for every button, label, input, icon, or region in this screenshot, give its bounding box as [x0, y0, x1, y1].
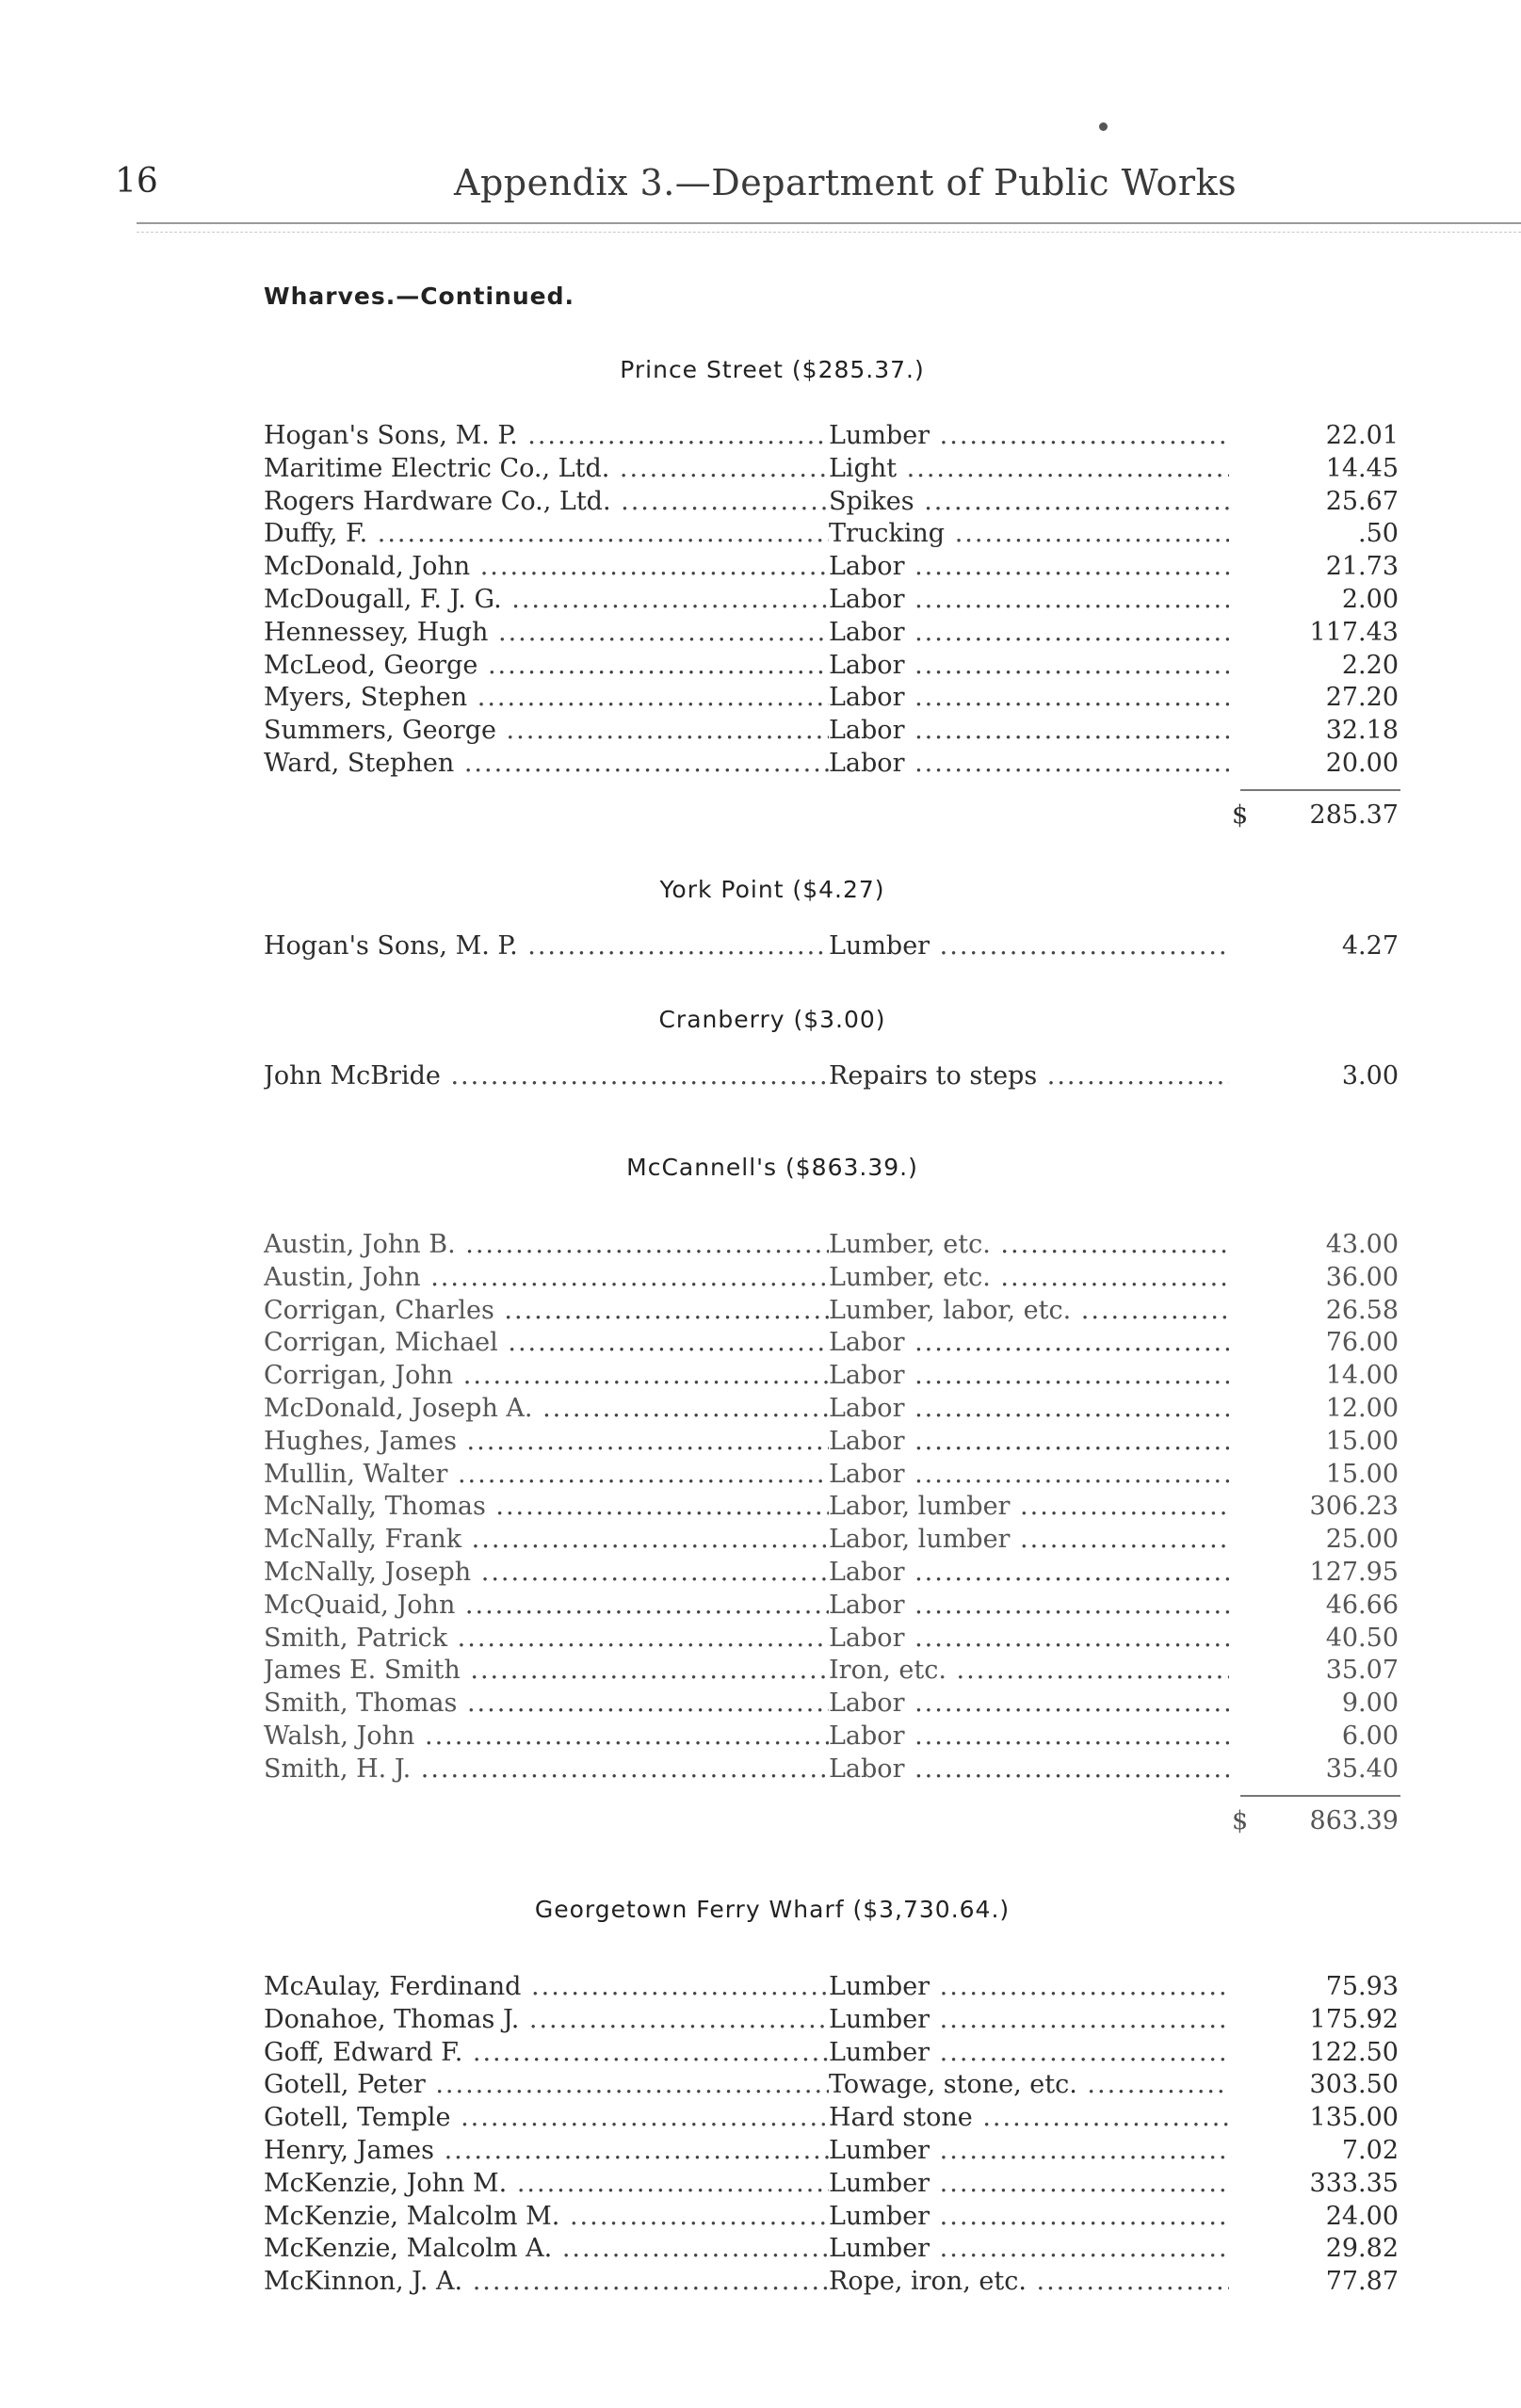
ledger-row: [0, 585, 1521, 618]
expense-amount: 36.00: [1325, 1262, 1399, 1292]
expense-amount: 2.20: [1341, 650, 1399, 680]
payee-name: Smith, Patrick .....: [264, 1624, 829, 1653]
expense-amount: 4.27: [1341, 931, 1399, 961]
expense-amount: 32.18: [1325, 716, 1399, 746]
ledger-row: [0, 1689, 1521, 1721]
total-rule: [0, 1787, 1521, 1806]
expense-description: Labor .....: [829, 683, 1229, 712]
expense-amount: 75.93: [1325, 1972, 1399, 2001]
ledger-row: [0, 1624, 1521, 1657]
ledger-row: [0, 716, 1521, 749]
expense-description: Lumber .....: [829, 2005, 1229, 2034]
payee-name: McQuaid, John .....: [264, 1591, 829, 1620]
ledger-rows: [0, 1972, 1521, 2300]
running-title: Appendix 3.—Department of Public Works: [454, 162, 1238, 203]
expense-amount: 26.58: [1325, 1295, 1399, 1325]
expense-amount: 127.95: [1309, 1557, 1399, 1587]
group-york-point: [0, 876, 1521, 964]
ledger-row: [0, 1492, 1521, 1525]
expense-amount: 40.50: [1325, 1623, 1399, 1653]
expense-description: Labor .....: [829, 1394, 1229, 1423]
group-total: [0, 1806, 1521, 1844]
expense-amount: 333.35: [1309, 2168, 1399, 2198]
expense-amount: 22.01: [1325, 421, 1399, 450]
ledger-row: [0, 2103, 1521, 2136]
group-mccannells: [0, 1154, 1521, 1844]
ledger-row: [0, 618, 1521, 651]
expense-description: Labor .....: [829, 1624, 1229, 1653]
ledger-row: [0, 1061, 1521, 1094]
total-rule: [0, 782, 1521, 800]
expense-description: Labor .....: [829, 716, 1229, 745]
ledger-row: [0, 1525, 1521, 1558]
expense-description: Lumber .....: [829, 421, 1229, 450]
expense-description: Lumber .....: [829, 2202, 1229, 2231]
expense-description: Labor .....: [829, 585, 1229, 614]
expense-description: Labor .....: [829, 1328, 1229, 1357]
payee-name: Walsh, John .....: [264, 1721, 829, 1751]
payee-name: Gotell, Temple .....: [264, 2103, 829, 2132]
payee-name: Hennessey, Hugh .....: [264, 618, 829, 647]
expense-amount: 9.00: [1341, 1689, 1399, 1719]
payee-name: McDonald, John .....: [264, 552, 829, 581]
payee-name: James E. Smith .....: [264, 1656, 829, 1685]
ledger-row: [0, 1972, 1521, 2005]
ledger-row: [0, 1296, 1521, 1329]
expense-amount: 175.92: [1309, 2004, 1399, 2034]
ledger-row: [0, 1394, 1521, 1427]
ledger-row: [0, 1656, 1521, 1689]
total-amount: 285.37: [1309, 800, 1399, 830]
group-heading: Prince Street ($285.37.): [620, 356, 925, 383]
payee-name: McKenzie, John M. .....: [264, 2169, 829, 2198]
payee-name: Austin, John B. .....: [264, 1230, 829, 1259]
page-header: [115, 162, 1521, 218]
expense-amount: 15.00: [1325, 1426, 1399, 1456]
expense-description: Labor .....: [829, 618, 1229, 647]
payee-name: McAulay, Ferdinand .....: [264, 1972, 829, 2001]
group-georgetown-ferry-wharf: [0, 1896, 1521, 2300]
ledger-row: [0, 1591, 1521, 1624]
expense-description: Labor .....: [829, 1721, 1229, 1751]
expense-description: Spikes .....: [829, 487, 1229, 516]
ledger-row: [0, 1230, 1521, 1263]
payee-name: Henry, James .....: [264, 2136, 829, 2165]
payee-name: Mullin, Walter .....: [264, 1460, 829, 1489]
expense-description: Labor .....: [829, 1591, 1229, 1620]
ledger-row: [0, 454, 1521, 487]
expense-amount: 12.00: [1325, 1393, 1399, 1423]
header-rule: [137, 222, 1521, 224]
expense-description: Labor, lumber .....: [829, 1525, 1229, 1554]
expense-amount: 303.50: [1309, 2070, 1399, 2100]
group-heading: McCannell's ($863.39.): [626, 1154, 918, 1181]
expense-description: Labor .....: [829, 749, 1229, 778]
expense-description: Labor .....: [829, 1361, 1229, 1390]
payee-name: Duffy, F. .....: [264, 519, 829, 548]
expense-amount: 27.20: [1325, 683, 1399, 713]
payee-name: Hogan's Sons, M. P. .....: [264, 931, 829, 961]
expense-description: Lumber, etc. .....: [829, 1263, 1229, 1292]
ledger-row: [0, 519, 1521, 552]
expense-amount: 15.00: [1325, 1459, 1399, 1489]
expense-description: Labor .....: [829, 651, 1229, 680]
expense-amount: 25.67: [1325, 486, 1399, 516]
payee-name: Rogers Hardware Co., Ltd. .....: [264, 487, 829, 516]
expense-amount: 77.87: [1325, 2267, 1399, 2297]
payee-name: Goff, Edward F. .....: [264, 2038, 829, 2067]
expense-amount: .50: [1358, 519, 1399, 549]
ledger-row: [0, 421, 1521, 454]
payee-name: Smith, H. J. .....: [264, 1754, 829, 1784]
payee-name: McNally, Joseph .....: [264, 1558, 829, 1587]
payee-name: Donahoe, Thomas J. .....: [264, 2005, 829, 2034]
expense-description: Light .....: [829, 454, 1229, 483]
ledger-row: [0, 2234, 1521, 2267]
expense-description: Lumber .....: [829, 2169, 1229, 2198]
payee-name: Gotell, Peter .....: [264, 2070, 829, 2099]
expense-amount: 35.40: [1325, 1753, 1399, 1784]
payee-name: Myers, Stephen .....: [264, 683, 829, 712]
payee-name: McKenzie, Malcolm A. .....: [264, 2234, 829, 2263]
payee-name: Ward, Stephen .....: [264, 749, 829, 778]
section-title: Wharves.—Continued.: [264, 283, 574, 310]
expense-amount: 2.00: [1341, 584, 1399, 614]
expense-amount: 25.00: [1325, 1525, 1399, 1555]
payee-name: Hogan's Sons, M. P. .....: [264, 421, 829, 450]
expense-description: Lumber, etc. .....: [829, 1230, 1229, 1259]
expense-amount: 7.02: [1341, 2135, 1399, 2165]
expense-description: Repairs to steps .....: [829, 1061, 1229, 1091]
expense-description: Rope, iron, etc. .....: [829, 2267, 1229, 2296]
ledger-row: [0, 651, 1521, 684]
payee-name: Summers, George .....: [264, 716, 829, 745]
expense-amount: 3.00: [1341, 1061, 1399, 1091]
payee-name: McKinnon, J. A. .....: [264, 2267, 829, 2296]
payee-name: McDonald, Joseph A. .....: [264, 1394, 829, 1423]
ledger-row: [0, 2169, 1521, 2202]
ink-speck: [1099, 122, 1108, 131]
expense-description: Lumber .....: [829, 2038, 1229, 2067]
payee-name: Smith, Thomas .....: [264, 1689, 829, 1718]
ledger-row: [0, 2202, 1521, 2235]
expense-description: Labor .....: [829, 552, 1229, 581]
group-heading: Cranberry ($3.00): [658, 1006, 886, 1033]
dollar-sign: $: [1232, 1805, 1249, 1835]
payee-name: McDougall, F. J. G. .....: [264, 585, 829, 614]
expense-description: Labor .....: [829, 1754, 1229, 1784]
ledger-rows: [0, 931, 1521, 964]
expense-description: Lumber .....: [829, 931, 1229, 961]
payee-name: McLeod, George .....: [264, 651, 829, 680]
expense-amount: 20.00: [1325, 748, 1399, 778]
ledger-row: [0, 1427, 1521, 1460]
expense-description: Labor .....: [829, 1427, 1229, 1456]
payee-name: John McBride .....: [264, 1061, 829, 1091]
expense-amount: 46.66: [1325, 1590, 1399, 1620]
ledger-row: [0, 2005, 1521, 2038]
payee-name: McNally, Frank .....: [264, 1525, 829, 1554]
ledger-row: [0, 683, 1521, 716]
ledger-row: [0, 1460, 1521, 1493]
expense-amount: 122.50: [1309, 2037, 1399, 2067]
ledger-row: [0, 1328, 1521, 1361]
expense-description: Labor .....: [829, 1689, 1229, 1718]
expense-description: Lumber .....: [829, 2136, 1229, 2165]
expense-description: Labor .....: [829, 1558, 1229, 1587]
expense-description: Iron, etc. .....: [829, 1656, 1229, 1685]
ledger-row: [0, 2070, 1521, 2103]
payee-name: Hughes, James .....: [264, 1427, 829, 1456]
expense-description: Labor, lumber .....: [829, 1492, 1229, 1521]
ledger-row: [0, 552, 1521, 585]
expense-amount: 14.45: [1325, 453, 1399, 483]
group-cranberry: [0, 1006, 1521, 1094]
total-amount: 863.39: [1309, 1805, 1399, 1835]
ledger-row: [0, 487, 1521, 520]
expense-amount: 43.00: [1325, 1230, 1399, 1259]
ledger-rows: [0, 1230, 1521, 1787]
payee-name: Corrigan, Michael .....: [264, 1328, 829, 1357]
expense-amount: 21.73: [1325, 552, 1399, 582]
expense-amount: 76.00: [1325, 1328, 1399, 1358]
payee-name: Corrigan, John .....: [264, 1361, 829, 1390]
expense-amount: 29.82: [1325, 2234, 1399, 2264]
dollar-sign: $: [1232, 800, 1249, 830]
payee-name: Corrigan, Charles .....: [264, 1296, 829, 1325]
expense-description: Lumber .....: [829, 2234, 1229, 2263]
payee-name: McKenzie, Malcolm M. .....: [264, 2202, 829, 2231]
group-prince-street: [0, 356, 1521, 838]
ledger-row: [0, 1754, 1521, 1787]
ledger-row: [0, 931, 1521, 964]
expense-amount: 35.07: [1325, 1656, 1399, 1686]
group-heading: York Point ($4.27): [659, 876, 885, 903]
expense-amount: 14.00: [1325, 1361, 1399, 1391]
ledger-row: [0, 1721, 1521, 1754]
ledger-row: [0, 2267, 1521, 2300]
ledger-row: [0, 1361, 1521, 1394]
expense-description: Lumber .....: [829, 1972, 1229, 2001]
ledger-row: [0, 749, 1521, 782]
ledger-row: [0, 2038, 1521, 2071]
header-rule-secondary: [137, 232, 1521, 233]
payee-name: Maritime Electric Co., Ltd. .....: [264, 454, 829, 483]
expense-amount: 24.00: [1325, 2201, 1399, 2231]
expense-description: Lumber, labor, etc. .....: [829, 1296, 1229, 1325]
page-number: 16: [115, 162, 158, 201]
expense-amount: 306.23: [1309, 1492, 1399, 1522]
expense-description: Trucking .....: [829, 519, 1229, 548]
ledger-rows: [0, 421, 1521, 782]
expense-amount: 135.00: [1309, 2103, 1399, 2133]
payee-name: Austin, John .....: [264, 1263, 829, 1292]
expense-amount: 6.00: [1341, 1721, 1399, 1751]
ledger-row: [0, 1263, 1521, 1296]
ledger-row: [0, 1558, 1521, 1591]
group-heading: Georgetown Ferry Wharf ($3,730.64.): [534, 1896, 1011, 1923]
expense-description: Labor .....: [829, 1460, 1229, 1489]
group-total: [0, 800, 1521, 838]
ledger-row: [0, 2136, 1521, 2169]
expense-description: Hard stone .....: [829, 2103, 1229, 2132]
ledger-rows: [0, 1061, 1521, 1094]
expense-description: Towage, stone, etc. .....: [829, 2070, 1229, 2099]
payee-name: McNally, Thomas .....: [264, 1492, 829, 1521]
expense-amount: 117.43: [1309, 617, 1399, 647]
